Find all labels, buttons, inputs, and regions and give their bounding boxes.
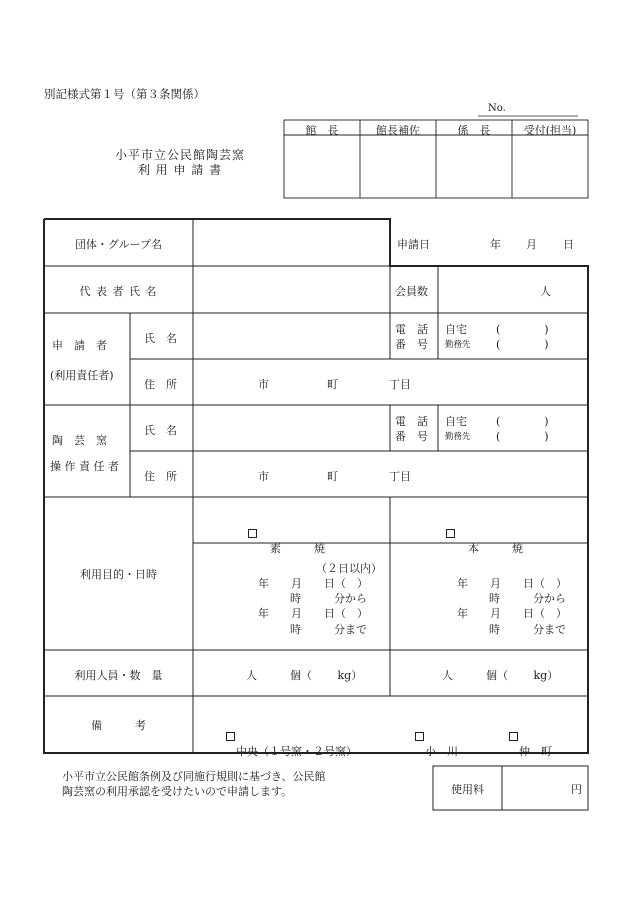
kiln-phone-label-1: 電 話	[395, 415, 428, 428]
applicant-sub-label: (利用責任者)	[50, 369, 114, 382]
apply-date-day: 日	[563, 238, 574, 251]
apply-date-year: 年	[490, 238, 501, 251]
rep-name-label: 代 表 者 氏 名	[79, 285, 158, 298]
applicant-name-label: 氏 名	[144, 332, 177, 345]
remarks-label: 備 考	[91, 719, 146, 732]
form-title-line1: 小平市立公民館陶芸窯	[114, 148, 245, 162]
group-name-label: 団体・グループ名	[74, 238, 163, 251]
applicant-chome: 丁目	[389, 378, 411, 391]
apply-date-label: 申請日	[397, 238, 430, 251]
nakamachi-option[interactable]	[495, 717, 552, 772]
kiln-town: 町	[327, 470, 338, 483]
honyaki-label: 本 焼	[468, 542, 523, 555]
chuo-checkbox[interactable]	[226, 732, 235, 741]
suyaki-end-time: 時 分まで	[290, 623, 367, 636]
nakamachi-checkbox[interactable]	[509, 732, 518, 741]
members-label: 会員数	[395, 285, 428, 298]
suyaki-label: 素 焼	[270, 542, 325, 555]
ogawa-checkbox[interactable]	[415, 732, 424, 741]
applicant-work-label: 勤務先	[445, 340, 471, 350]
applicant-work-phone: ( )	[496, 338, 549, 351]
kiln-work-phone: ( )	[496, 430, 549, 443]
statement-line2: 陶芸窯の利用承認を受けたいので申請します。	[62, 785, 293, 798]
kiln-label-2: 操 作 責 任 者	[50, 460, 119, 473]
kiln-home-label: 自宅	[445, 415, 467, 428]
honyaki-checkbox[interactable]	[446, 529, 455, 538]
suyaki-start-date: 年 月 日（ ）	[258, 577, 368, 590]
kiln-chome: 丁目	[389, 470, 411, 483]
kiln-phone-label-2: 番 号	[395, 430, 428, 443]
kiln-address-label: 住 所	[144, 470, 177, 483]
applicant-phone-label-2: 番 号	[395, 338, 428, 351]
approval-header-chief: 係 長	[457, 124, 491, 137]
approval-header-reception: 受付(担当)	[523, 124, 577, 137]
applicant-home-label: 自宅	[445, 323, 467, 336]
honyaki-qty: 人 個（ kg）	[442, 669, 559, 682]
honyaki-start-time: 時 分から	[489, 592, 566, 605]
kiln-label-1: 陶 芸 窯	[52, 434, 107, 447]
form-title-line2: 利 用 申 請 書	[137, 163, 223, 177]
applicant-name-field[interactable]	[197, 316, 387, 356]
members-unit: 人	[540, 285, 551, 298]
approval-header-director: 館 長	[305, 124, 339, 137]
suyaki-checkbox[interactable]	[248, 529, 257, 538]
honyaki-option[interactable]	[432, 514, 523, 569]
ogawa-option[interactable]	[401, 717, 458, 772]
ogawa-label: 小 川	[425, 745, 458, 758]
chuo-option[interactable]	[212, 717, 357, 772]
applicant-city: 市	[258, 378, 269, 391]
kiln-name-label: 氏 名	[144, 424, 177, 437]
suyaki-start-time: 時 分から	[290, 592, 367, 605]
honyaki-end-date: 年 月 日（ ）	[457, 607, 567, 620]
fee-yen-unit: 円	[571, 783, 582, 796]
rep-name-field[interactable]	[197, 269, 387, 311]
fee-label: 使用料	[451, 783, 484, 796]
within-two-days-note: （２日以内）	[316, 562, 382, 575]
suyaki-qty: 人 個（ kg）	[246, 669, 363, 682]
purpose-label: 利用目的・日時	[80, 568, 157, 581]
honyaki-start-date: 年 月 日（ ）	[457, 577, 567, 590]
group-name-field[interactable]	[197, 222, 387, 264]
kiln-home-phone: ( )	[496, 415, 549, 428]
suyaki-option[interactable]	[234, 514, 325, 569]
applicant-town: 町	[327, 378, 338, 391]
applicant-label: 申 請 者	[52, 339, 107, 352]
applicant-address-label: 住 所	[144, 378, 177, 391]
number-label: No.	[488, 103, 506, 114]
chuo-label: 中央（１号窯・２号窯）	[236, 745, 357, 758]
applicant-home-phone: ( )	[496, 323, 549, 336]
honyaki-end-time: 時 分まで	[489, 623, 566, 636]
kiln-work-label: 勤務先	[445, 432, 471, 442]
kiln-name-field[interactable]	[197, 408, 387, 448]
statement-line1: 小平市立公民館条例及び同施行規則に基づき、公民館	[62, 770, 326, 783]
suyaki-end-date: 年 月 日（ ）	[258, 607, 368, 620]
users-qty-label: 利用人員・数 量	[74, 669, 163, 682]
applicant-phone-label-1: 電 話	[395, 323, 428, 336]
approval-header-deputy: 館長補佐	[376, 124, 420, 137]
nakamachi-label: 仲 町	[519, 745, 552, 758]
kiln-city: 市	[258, 470, 269, 483]
form-reference: 別記様式第１号（第３条関係）	[44, 87, 205, 101]
apply-date-month: 月	[526, 238, 537, 251]
